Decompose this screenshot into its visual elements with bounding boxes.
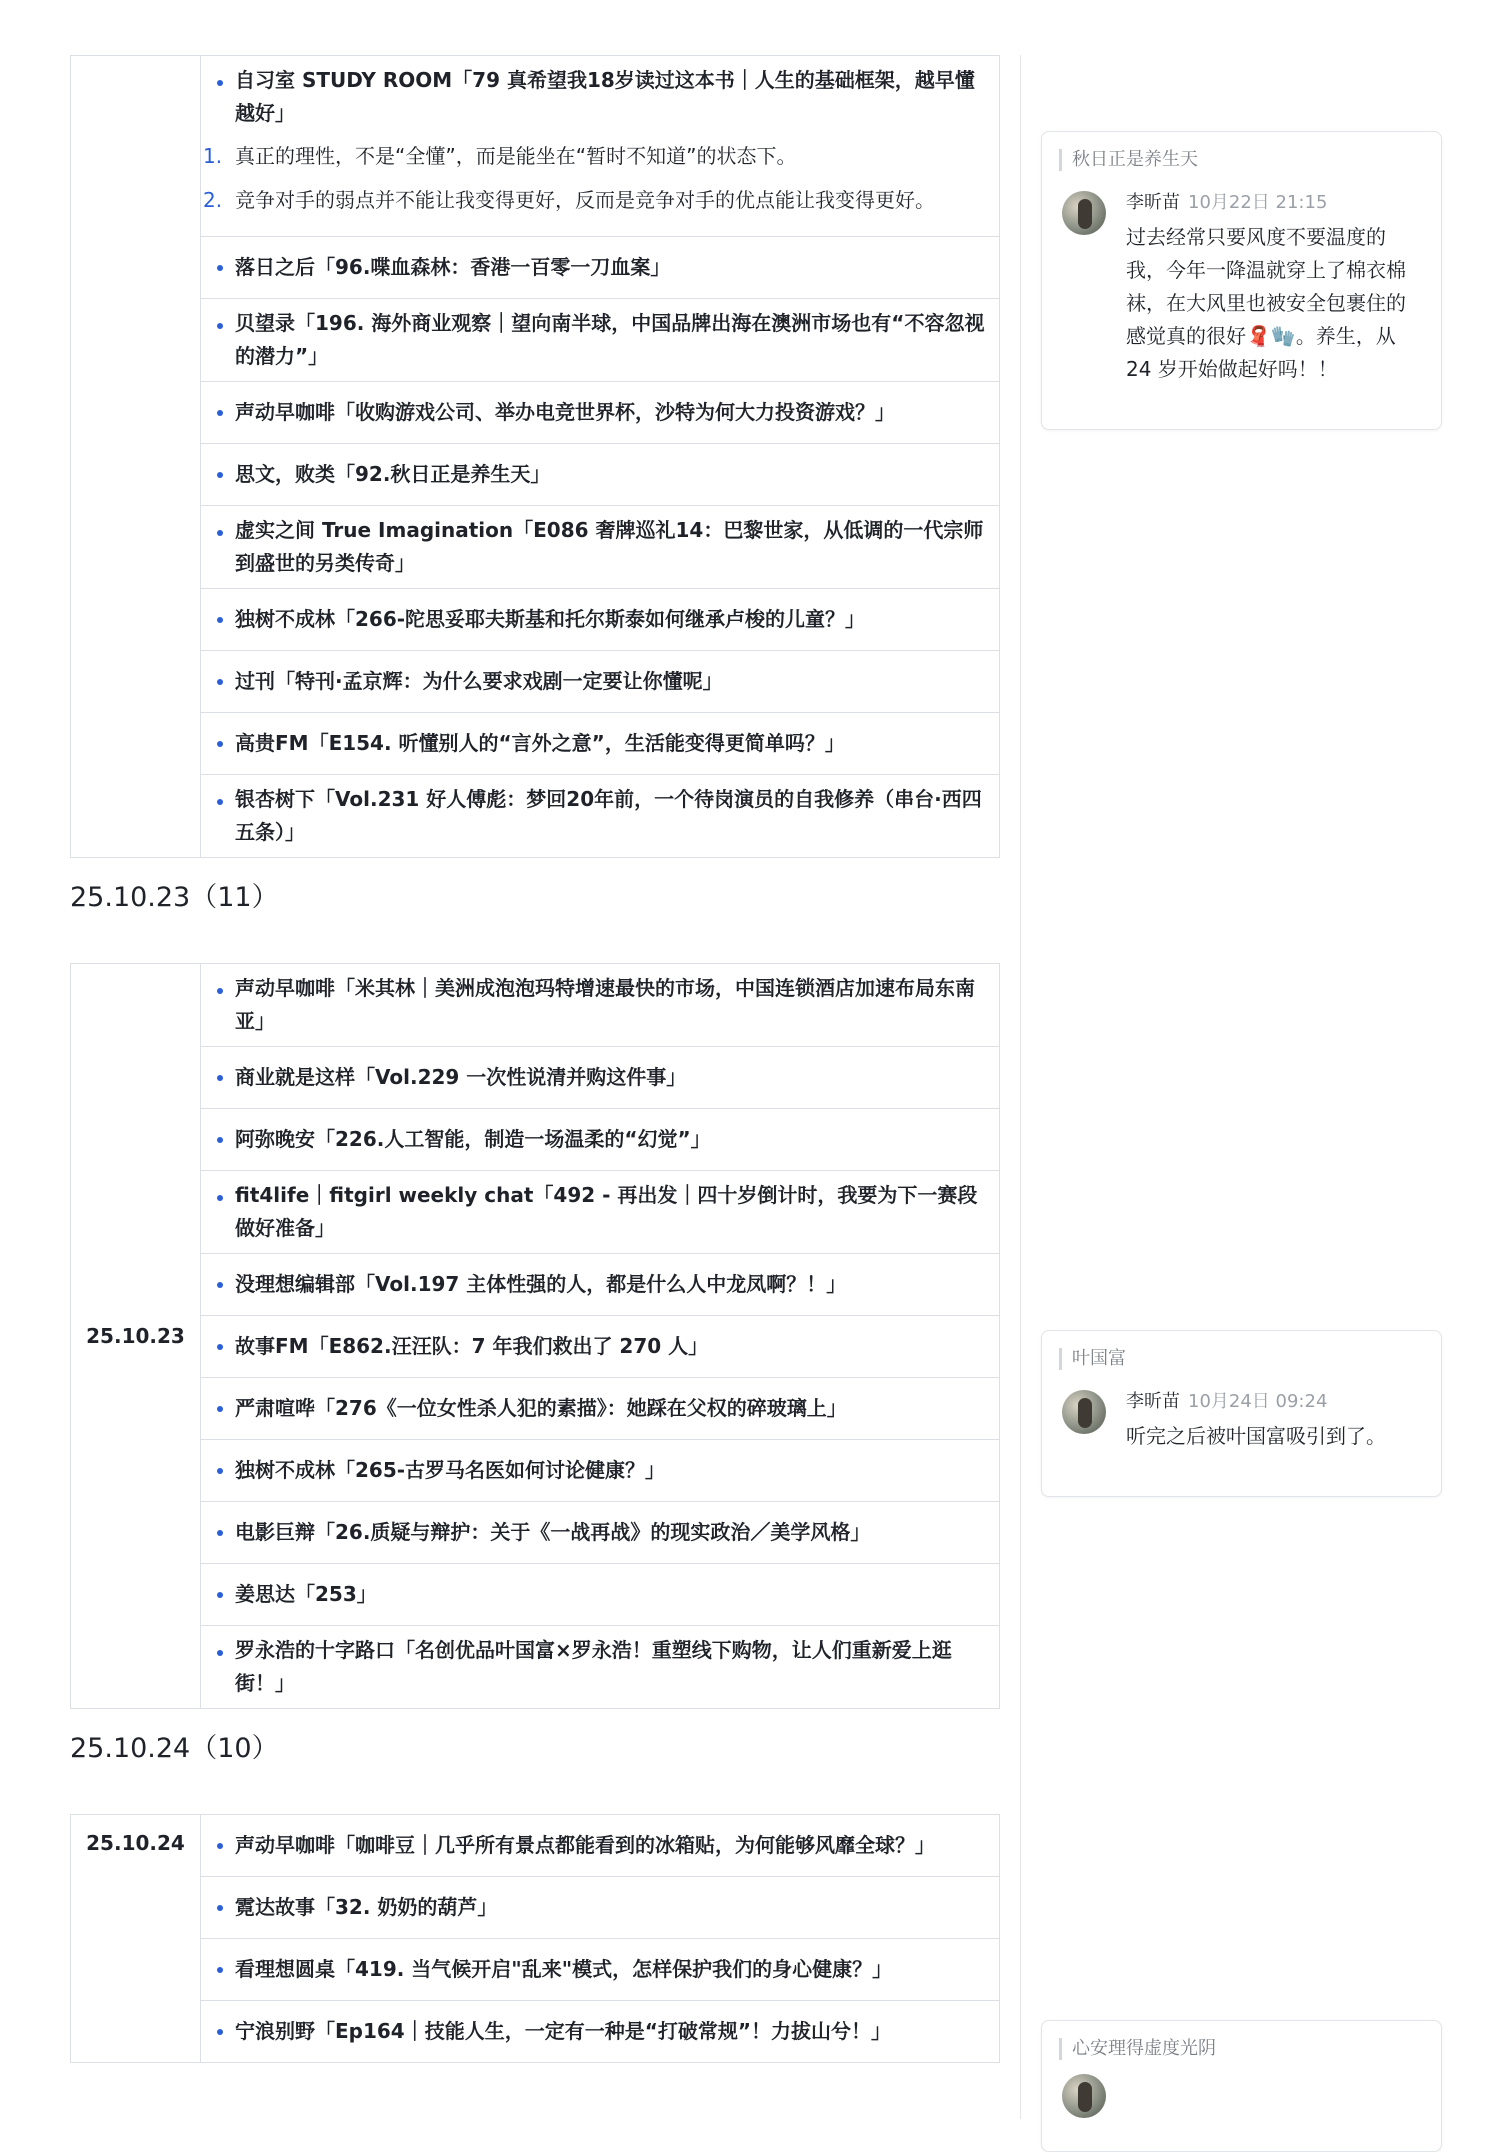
comment-quote: 心安理得虚度光阴 <box>1059 2038 1441 2060</box>
table-row <box>71 1440 1000 1502</box>
table-row <box>71 651 1000 713</box>
comment-text-part: 过去经常只要风度不要温度的我，今年一降温就穿上了棉衣棉袜，在大风里也被安全包裹住的感觉真的很好 <box>1126 225 1406 348</box>
episode-item: 电影巨辩「26.质疑与辩护：关于《一战再战》的现实政治／美学风格」 <box>201 1502 1000 1564</box>
episode-item: 故事FM「E862.汪汪队：7 年我们救出了 270 人」 <box>201 1316 1000 1378</box>
comment-text <box>1126 221 1421 386</box>
scarf-gloves-emoji: 🧣🧤 <box>1246 324 1296 348</box>
comment-author: 李昕苗 <box>1126 192 1180 213</box>
note-number: 1. <box>203 144 223 168</box>
episode-table-1023 <box>70 963 1000 1709</box>
note-item <box>203 134 985 178</box>
comment-author: 李昕苗 <box>1126 1391 1180 1412</box>
comment-header <box>1126 1390 1421 1414</box>
episode-title: 自习室 STUDY ROOM「79 真希望我18岁读过这本书｜人生的基础框架，越早懂越好」 <box>235 68 975 125</box>
episode-item: 看理想圆桌「419. 当气候开启"乱来"模式，怎样保护我们的身心健康？」 <box>201 1939 1000 2001</box>
episode-item: 宁浪别野「Ep164｜技能人生，一定有一种是“打破常规”！力拔山兮！」 <box>201 2001 1000 2063</box>
comment-header <box>1126 191 1421 215</box>
table-row <box>71 56 1000 237</box>
comment-body <box>1126 191 1421 386</box>
table-row <box>71 299 1000 382</box>
table-row <box>71 1626 1000 1709</box>
comment-quote: 叶国富 <box>1059 1348 1441 1370</box>
episode-table-1024 <box>70 1814 1000 2063</box>
episode-table-continued <box>70 55 1000 858</box>
comment-quote: 秋日正是养生天 <box>1059 149 1441 171</box>
section-heading: 25.10.24（10） <box>70 1733 279 1764</box>
table-row <box>71 1939 1000 2001</box>
note-text: 竞争对手的弱点并不能让我变得更好，反而是竞争对手的优点能让我变得更好。 <box>235 188 935 212</box>
table-row <box>71 237 1000 299</box>
comment-card[interactable] <box>1041 1330 1442 1497</box>
episode-item: 虚实之间 True Imagination「E086 奢牌巡礼14：巴黎世家，从低调的一代宗师到盛世的另类传奇」 <box>201 506 1000 589</box>
table-row <box>71 713 1000 775</box>
table-row <box>71 2001 1000 2063</box>
table-row <box>71 444 1000 506</box>
episode-item: 贝望录「196. 海外商业观察｜望向南半球，中国品牌出海在澳洲市场也有“不容忽视的潜力”」 <box>201 299 1000 382</box>
table-row <box>71 382 1000 444</box>
note-text: 真正的理性，不是“全懂”，而是能坐在“暂时不知道”的状态下。 <box>235 144 797 168</box>
note-item <box>203 178 985 222</box>
episode-item: 独树不成林「265-古罗马名医如何讨论健康？」 <box>201 1440 1000 1502</box>
table-row <box>71 589 1000 651</box>
table-row <box>71 1877 1000 1939</box>
table-row <box>71 1254 1000 1316</box>
episode-item: 过刊「特刊·孟京辉：为什么要求戏剧一定要让你懂呢」 <box>201 651 1000 713</box>
episode-notes <box>203 134 985 222</box>
comment <box>1062 191 1421 386</box>
table-row <box>71 1047 1000 1109</box>
episode-item <box>201 56 1000 237</box>
column-divider <box>1020 55 1021 2119</box>
comment <box>1062 2074 1421 2124</box>
episode-item: 独树不成林「266-陀思妥耶夫斯基和托尔斯泰如何继承卢梭的儿童？」 <box>201 589 1000 651</box>
table-row <box>71 1815 1000 1877</box>
table-row <box>71 1378 1000 1440</box>
episode-item: 银杏树下「Vol.231 好人傅彪：梦回20年前，一个待岗演员的自我修养（串台·西四五条）」 <box>201 775 1000 858</box>
comment-text-part: 。养生，从24 岁开始做起好吗！！ <box>1126 324 1396 381</box>
episode-item: 罗永浩的十字路口「名创优品叶国富×罗永浩！重塑线下购物，让人们重新爱上逛街！」 <box>201 1626 1000 1709</box>
table-row <box>71 506 1000 589</box>
episode-item: 姜思达「253」 <box>201 1564 1000 1626</box>
episode-item: 霓达故事「32. 奶奶的葫芦」 <box>201 1877 1000 1939</box>
episode-item: 声动早咖啡「收购游戏公司、举办电竞世界杯，沙特为何大力投资游戏？」 <box>201 382 1000 444</box>
episode-item: fit4life｜fitgirl weekly chat「492 - 再出发｜四十岁倒计时，我要为下一赛段做好准备」 <box>201 1171 1000 1254</box>
comment-time: 10月24日 09:24 <box>1188 1391 1328 1412</box>
avatar[interactable] <box>1062 1390 1106 1434</box>
episode-item: 商业就是这样「Vol.229 一次性说清并购这件事」 <box>201 1047 1000 1109</box>
episode-item: 没理想编辑部「Vol.197 主体性强的人，都是什么人中龙凤啊？！」 <box>201 1254 1000 1316</box>
table-row <box>71 1502 1000 1564</box>
table-row <box>71 1564 1000 1626</box>
note-number: 2. <box>203 188 223 212</box>
episode-item: 落日之后「96.喋血森林：香港一百零一刀血案」 <box>201 237 1000 299</box>
comment-body <box>1126 1390 1421 1453</box>
episode-item: 阿弥晚安「226.人工智能，制造一场温柔的“幻觉”」 <box>201 1109 1000 1171</box>
date-cell: 25.10.23 <box>71 964 201 1709</box>
table-row <box>71 775 1000 858</box>
avatar[interactable] <box>1062 2074 1106 2118</box>
comment-time: 10月22日 21:15 <box>1188 192 1328 213</box>
date-cell: 25.10.24 <box>71 1815 201 2063</box>
table-row <box>71 1171 1000 1254</box>
section-heading: 25.10.23（11） <box>70 882 279 913</box>
avatar[interactable] <box>1062 191 1106 235</box>
table-row <box>71 964 1000 1047</box>
table-row <box>71 1316 1000 1378</box>
episode-item: 思文，败类「92.秋日正是养生天」 <box>201 444 1000 506</box>
episode-item: 声动早咖啡「咖啡豆｜几乎所有景点都能看到的冰箱贴，为何能够风靡全球？」 <box>201 1815 1000 1877</box>
episode-item: 高贵FM「E154. 听懂别人的“言外之意”，生活能变得更简单吗？」 <box>201 713 1000 775</box>
document-main <box>70 0 1000 2063</box>
episode-item: 声动早咖啡「米其林｜美洲成泡泡玛特增速最快的市场，中国连锁酒店加速布局东南亚」 <box>201 964 1000 1047</box>
table-row <box>71 1109 1000 1171</box>
comment-card[interactable] <box>1041 131 1442 430</box>
date-cell-empty <box>71 56 201 858</box>
comment <box>1062 1390 1421 1453</box>
comment-card[interactable] <box>1041 2020 1442 2152</box>
episode-item: 严肃喧哗「276《一位女性杀人犯的素描》：她踩在父权的碎玻璃上」 <box>201 1378 1000 1440</box>
comment-text: 听完之后被叶国富吸引到了。 <box>1126 1424 1386 1448</box>
